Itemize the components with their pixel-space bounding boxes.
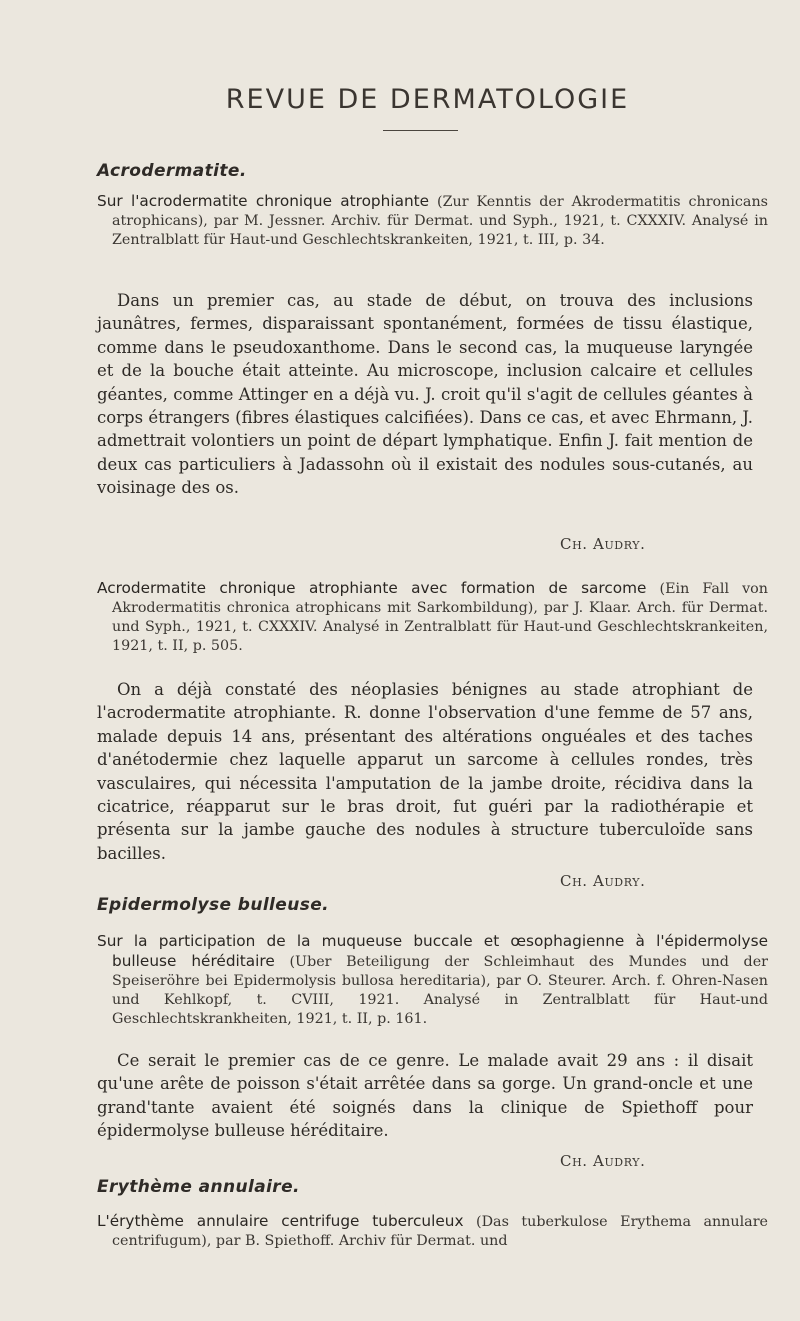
article-title-2: Acrodermatite chronique atrophiante avec formation de sarcome (97, 579, 647, 597)
article-signature-3: Ch. Audry. (560, 1152, 646, 1170)
section-title-epidermolyse: Epidermolyse bulleuse. (97, 895, 330, 915)
article-citation-1: (Zur Kenntis der Akrodermatitis chronicans atrophicans), par M. Jessner. Archiv. für Dermat. und Syph., 1921, t. CXXXIV. Analysé in Zentralblatt für Haut-und Geschlechtskrankeiten, 1921, t. III, p. 34. (112, 194, 768, 248)
article-title-1: Sur l'acrodermatite chronique atrophiante (97, 192, 430, 210)
article-title-3: Sur la participation de la muqueuse buccale et œsophagienne à l'épidermolyse bulleuse héréditaire (97, 932, 768, 970)
article-citation-3: (Uber Beteiligung der Schleimhaut des Mundes und der Speiseröhre bei Epidermolysis bullosa hereditaria), par O. Steurer. Arch. f. Ohren-Nasen und Kehlkopf, t. CVIII, 1921. Analysé in Zentralblatt für Haut-und Geschlechtskrankheiten, 1921, t. II, p. 161. (112, 954, 768, 1027)
article-body-3: Ce serait le premier cas de ce genre. Le malade avait 29 ans : il disait qu'une arête de poisson s'était arrêtée dans sa gorge. Un grand-oncle et une grand'tante avaient été soignés dans la clinique de Spiethoff pour épidermolyse bulleuse héréditaire. (97, 1051, 753, 1141)
section-title-erytheme: Erythème annulaire. (97, 1177, 300, 1197)
article-signature-1: Ch. Audry. (560, 535, 646, 553)
article-reference-1 (97, 192, 768, 250)
article-citation-2: (Ein Fall von Akrodermatitis chronica atrophicans mit Sarkombildung), par J. Klaar. Arch. für Dermat. und Syph., 1921, t. CXXXIV. Analysé in Zentralblatt für Haut-und Geschlechtskrankeiten, 1921, t. II, p. 505. (112, 581, 768, 654)
header-rule (383, 130, 458, 131)
section-title-acrodermatite: Acrodermatite. (97, 161, 247, 181)
article-reference-3 (97, 932, 768, 1029)
article-body-1: Dans un premier cas, au stade de début, on trouva des inclusions jaunâtres, fermes, disparaissant spontanément, formées de tissu élastique, comme dans le pseudoxanthome. Dans le second cas, la muqueuse laryngée et de la bouche était atteinte. Au microscope, inclusion calcaire et cellules géantes, comme Attinger en a déjà vu. J. croit qu'il s'agit de cellules géantes à corps étrangers (fibres élastiques calcifiées). Dans ce cas, et avec Ehrmann, J. admettrait volontiers un point de départ lymphatique. Enfin J. fait mention de deux cas particuliers à Jadassohn où il existait des nodules sous-cutanés, au voisinage des os. (97, 291, 753, 498)
article-reference-2 (97, 579, 768, 656)
article-signature-2: Ch. Audry. (560, 872, 646, 890)
article-reference-4 (97, 1212, 768, 1251)
article-body-2: On a déjà constaté des néoplasies bénignes au stade atrophiant de l'acrodermatite atrophiante. R. donne l'observation d'une femme de 57 ans, malade depuis 14 ans, présentant des altérations onguéales et des taches d'anétodermie chez laquelle apparut un sarcome à cellules rondes, très vasculaires, qui nécessita l'amputation de la jambe droite, récidiva dans la cicatrice, réapparut sur le bras droit, fut guéri par la radiothérapie et présenta sur la jambe gauche des nodules à structure tuberculoïde sans bacilles. (97, 680, 753, 863)
article-citation-4: (Das tuberkulose Erythema annulare centrifugum), par B. Spiethoff. Archiv für Dermat. und (112, 1214, 768, 1249)
article-title-4: L'érythème annulaire centrifuge tuberculeux (97, 1212, 464, 1230)
page-header-title: REVUE DE DERMATOLOGIE (225, 84, 630, 115)
